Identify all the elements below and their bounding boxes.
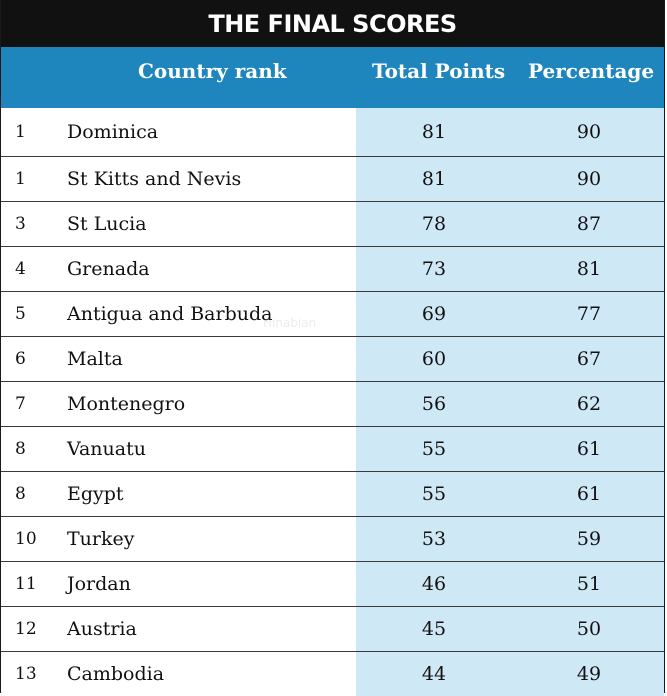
rank-cell: 3 bbox=[15, 214, 26, 234]
percentage-cell: 87 bbox=[576, 213, 602, 235]
percentage-cell: 61 bbox=[576, 438, 602, 460]
table-row bbox=[1, 157, 664, 202]
country-cell: St Lucia bbox=[67, 213, 147, 235]
watermark: Hinabian bbox=[263, 316, 317, 330]
rank-cell: 4 bbox=[15, 259, 26, 279]
rank-cell: 10 bbox=[15, 529, 37, 549]
country-cell: Montenegro bbox=[67, 393, 186, 415]
percentage-cell: 77 bbox=[576, 303, 602, 325]
table-row bbox=[1, 607, 664, 652]
rank-cell: 1 bbox=[15, 122, 26, 142]
percentage-cell: 51 bbox=[576, 573, 602, 595]
table-body bbox=[1, 108, 664, 696]
points-cell: 56 bbox=[421, 393, 447, 415]
table-row bbox=[1, 108, 664, 157]
country-cell: Cambodia bbox=[67, 663, 165, 685]
percentage-cell: 90 bbox=[576, 121, 602, 143]
percentage-cell: 50 bbox=[576, 618, 602, 640]
country-cell: Turkey bbox=[67, 528, 135, 550]
rank-cell: 12 bbox=[15, 619, 37, 639]
percentage-cell: 90 bbox=[576, 168, 602, 190]
points-cell: 55 bbox=[421, 483, 447, 505]
percentage-cell: 61 bbox=[576, 483, 602, 505]
rank-cell: 8 bbox=[15, 484, 26, 504]
points-cell: 81 bbox=[421, 168, 447, 190]
table-row bbox=[1, 427, 664, 472]
percentage-cell: 62 bbox=[576, 393, 602, 415]
country-cell: Egypt bbox=[67, 483, 124, 505]
percentage-cell: 67 bbox=[576, 348, 602, 370]
table-header bbox=[1, 47, 664, 108]
rank-cell: 6 bbox=[15, 349, 26, 369]
percentage-cell: 59 bbox=[576, 528, 602, 550]
rank-cell: 13 bbox=[15, 664, 37, 684]
points-cell: 78 bbox=[421, 213, 447, 235]
points-cell: 55 bbox=[421, 438, 447, 460]
rank-cell: 8 bbox=[15, 439, 26, 459]
table-row bbox=[1, 382, 664, 427]
country-cell: St Kitts and Nevis bbox=[67, 168, 242, 190]
table-row bbox=[1, 562, 664, 607]
header-country-rank: Country rank bbox=[138, 59, 287, 83]
percentage-cell: 81 bbox=[576, 258, 602, 280]
points-cell: 44 bbox=[421, 663, 447, 685]
header-total-points: Total Points bbox=[372, 59, 506, 83]
rank-cell: 5 bbox=[15, 304, 26, 324]
header-percentage: Percentage bbox=[528, 59, 655, 83]
table-title: THE FINAL SCORES bbox=[1, 0, 664, 47]
points-cell: 46 bbox=[421, 573, 447, 595]
points-cell: 60 bbox=[421, 348, 447, 370]
table-row bbox=[1, 517, 664, 562]
rank-cell: 11 bbox=[15, 574, 37, 594]
country-cell: Malta bbox=[67, 348, 123, 370]
table-row bbox=[1, 202, 664, 247]
country-cell: Antigua and Barbuda bbox=[67, 303, 273, 325]
country-cell: Vanuatu bbox=[67, 438, 146, 460]
table-row bbox=[1, 247, 664, 292]
points-cell: 73 bbox=[421, 258, 447, 280]
country-cell: Dominica bbox=[67, 121, 159, 143]
table-row bbox=[1, 652, 664, 696]
table-row bbox=[1, 472, 664, 517]
points-cell: 81 bbox=[421, 121, 447, 143]
points-cell: 53 bbox=[421, 528, 447, 550]
points-cell: 69 bbox=[421, 303, 447, 325]
points-cell: 45 bbox=[421, 618, 447, 640]
country-cell: Austria bbox=[67, 618, 137, 640]
country-cell: Jordan bbox=[67, 573, 131, 595]
rank-cell: 1 bbox=[15, 169, 26, 189]
table-row bbox=[1, 337, 664, 382]
table-row bbox=[1, 292, 664, 337]
percentage-cell: 49 bbox=[576, 663, 602, 685]
rank-cell: 7 bbox=[15, 394, 26, 414]
country-cell: Grenada bbox=[67, 258, 150, 280]
